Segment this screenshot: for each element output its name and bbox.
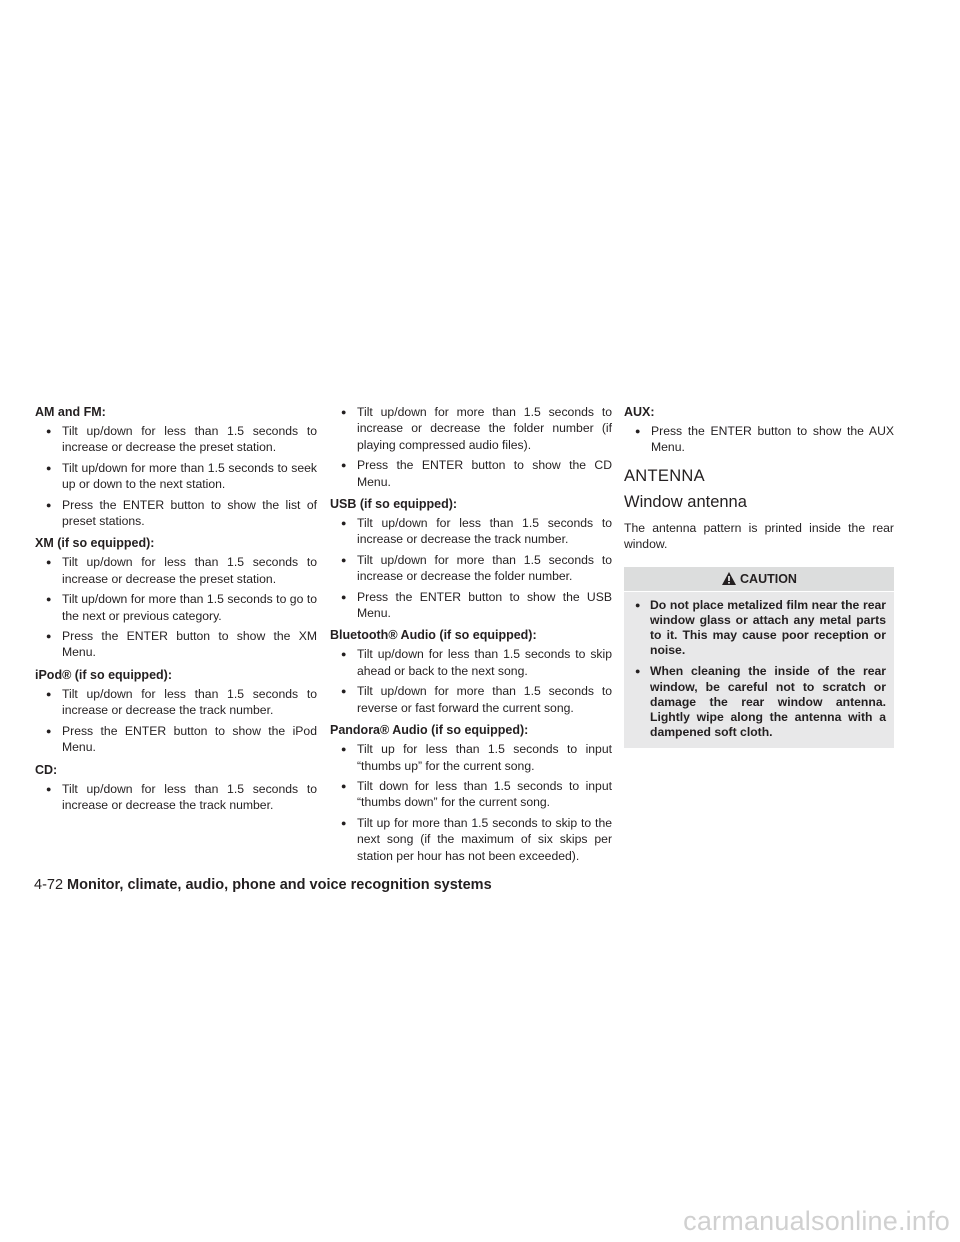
- caution-item: ● Do not place metalized film near the rear window glass or attach any metal parts to it. This may cause poor reception or noise.: [650, 598, 886, 659]
- list-item: ● Press the ENTER button to show the iPod Menu.: [62, 723, 317, 756]
- antenna-title: ANTENNA: [624, 466, 705, 485]
- caution-box: [624, 567, 894, 749]
- page-footer: [34, 876, 492, 894]
- window-antenna-text: The antenna pattern is printed inside the rear window.: [624, 520, 894, 552]
- column-middle: [330, 404, 612, 868]
- bullet-list: [35, 554, 317, 660]
- bullet-list: [330, 741, 612, 864]
- section-cd: [35, 762, 317, 814]
- watermark: carmanualsonline.info: [683, 1206, 950, 1236]
- section-heading: iPod® (if so equipped):: [35, 667, 172, 682]
- bullet-list: [330, 646, 612, 716]
- list-item: ● Tilt up/down for less than 1.5 seconds to skip ahead or back to the next song.: [357, 646, 612, 679]
- list-item: ● Tilt up/down for less than 1.5 seconds to increase or decrease the track number.: [357, 515, 612, 548]
- section-heading: AM and FM:: [35, 405, 106, 419]
- section-heading: Pandora® Audio (if so equipped):: [330, 723, 529, 738]
- list-item: ● Press the ENTER button to show the CD Menu.: [357, 457, 612, 490]
- section-heading: USB (if so equipped):: [330, 497, 458, 512]
- caution-body: [624, 591, 894, 749]
- list-item: ● Tilt up for more than 1.5 seconds to skip to the next song (if the maximum of six skips per station per hour has not been exceeded).: [357, 815, 612, 864]
- page-number: 4-72: [34, 877, 64, 893]
- section-bluetooth-audio: [330, 627, 612, 716]
- bullet-list: [35, 781, 317, 814]
- bullet-list: [330, 515, 612, 621]
- list-item: ● Tilt up/down for more than 1.5 seconds to seek up or down to the next station.: [62, 460, 317, 493]
- list-item: ● Tilt up/down for more than 1.5 seconds to increase or decrease the folder number (if playing compressed audio files).: [357, 404, 612, 453]
- bullet-list: [624, 423, 894, 456]
- section-heading: AUX:: [624, 405, 655, 419]
- list-item: ● Tilt up/down for more than 1.5 seconds to reverse or fast forward the current song.: [357, 683, 612, 716]
- column-left: [35, 404, 317, 817]
- list-item: ● Tilt up/down for less than 1.5 seconds to increase or decrease the track number.: [62, 686, 317, 719]
- list-item: ● Press the ENTER button to show the XM Menu.: [62, 628, 317, 661]
- caution-item: ● When cleaning the inside of the rear window, be careful not to scratch or damage the rear window antenna. Lightly wipe along the antenna with a dampened soft cloth.: [650, 664, 886, 740]
- list-item: ● Tilt up for less than 1.5 seconds to input “thumbs up” for the current song.: [357, 741, 612, 774]
- list-item: ● Tilt up/down for less than 1.5 seconds to increase or decrease the track number.: [62, 781, 317, 814]
- list-item: ● Tilt down for less than 1.5 seconds to input “thumbs down” for the current song.: [357, 778, 612, 811]
- section-usb: [330, 496, 612, 621]
- list-item: ● Press the ENTER button to show the USB Menu.: [357, 589, 612, 622]
- list-item: ● Tilt up/down for less than 1.5 seconds to increase or decrease the preset station.: [62, 423, 317, 456]
- list-item: ● Press the ENTER button to show the AUX Menu.: [651, 423, 894, 456]
- section-pandora-audio: [330, 722, 612, 864]
- list-item: ● Press the ENTER button to show the list of preset stations.: [62, 497, 317, 530]
- bullet-list: [35, 423, 317, 529]
- list-item: ● Tilt up/down for more than 1.5 seconds to increase or decrease the folder number.: [357, 552, 612, 585]
- list-item: ● Tilt up/down for more than 1.5 seconds to go to the next or previous category.: [62, 591, 317, 624]
- section-am-fm: [35, 404, 317, 529]
- caution-label: CAUTION: [740, 571, 797, 586]
- caution-header: [624, 567, 894, 591]
- column-right: [624, 404, 894, 748]
- cd-continued-list: [330, 404, 612, 490]
- section-heading: XM (if so equipped):: [35, 536, 155, 551]
- window-antenna-title: Window antenna: [624, 492, 747, 511]
- warning-triangle-icon: [721, 571, 737, 586]
- section-xm: [35, 535, 317, 660]
- chapter-title: Monitor, climate, audio, phone and voice recognition systems: [67, 877, 492, 893]
- list-item: ● Tilt up/down for less than 1.5 seconds to increase or decrease the preset station.: [62, 554, 317, 587]
- caution-list: [630, 598, 886, 741]
- section-ipod: [35, 667, 317, 756]
- section-heading: CD:: [35, 762, 58, 777]
- bullet-list: [35, 686, 317, 756]
- section-heading: Bluetooth® Audio (if so equipped):: [330, 628, 537, 643]
- section-aux: [624, 404, 894, 456]
